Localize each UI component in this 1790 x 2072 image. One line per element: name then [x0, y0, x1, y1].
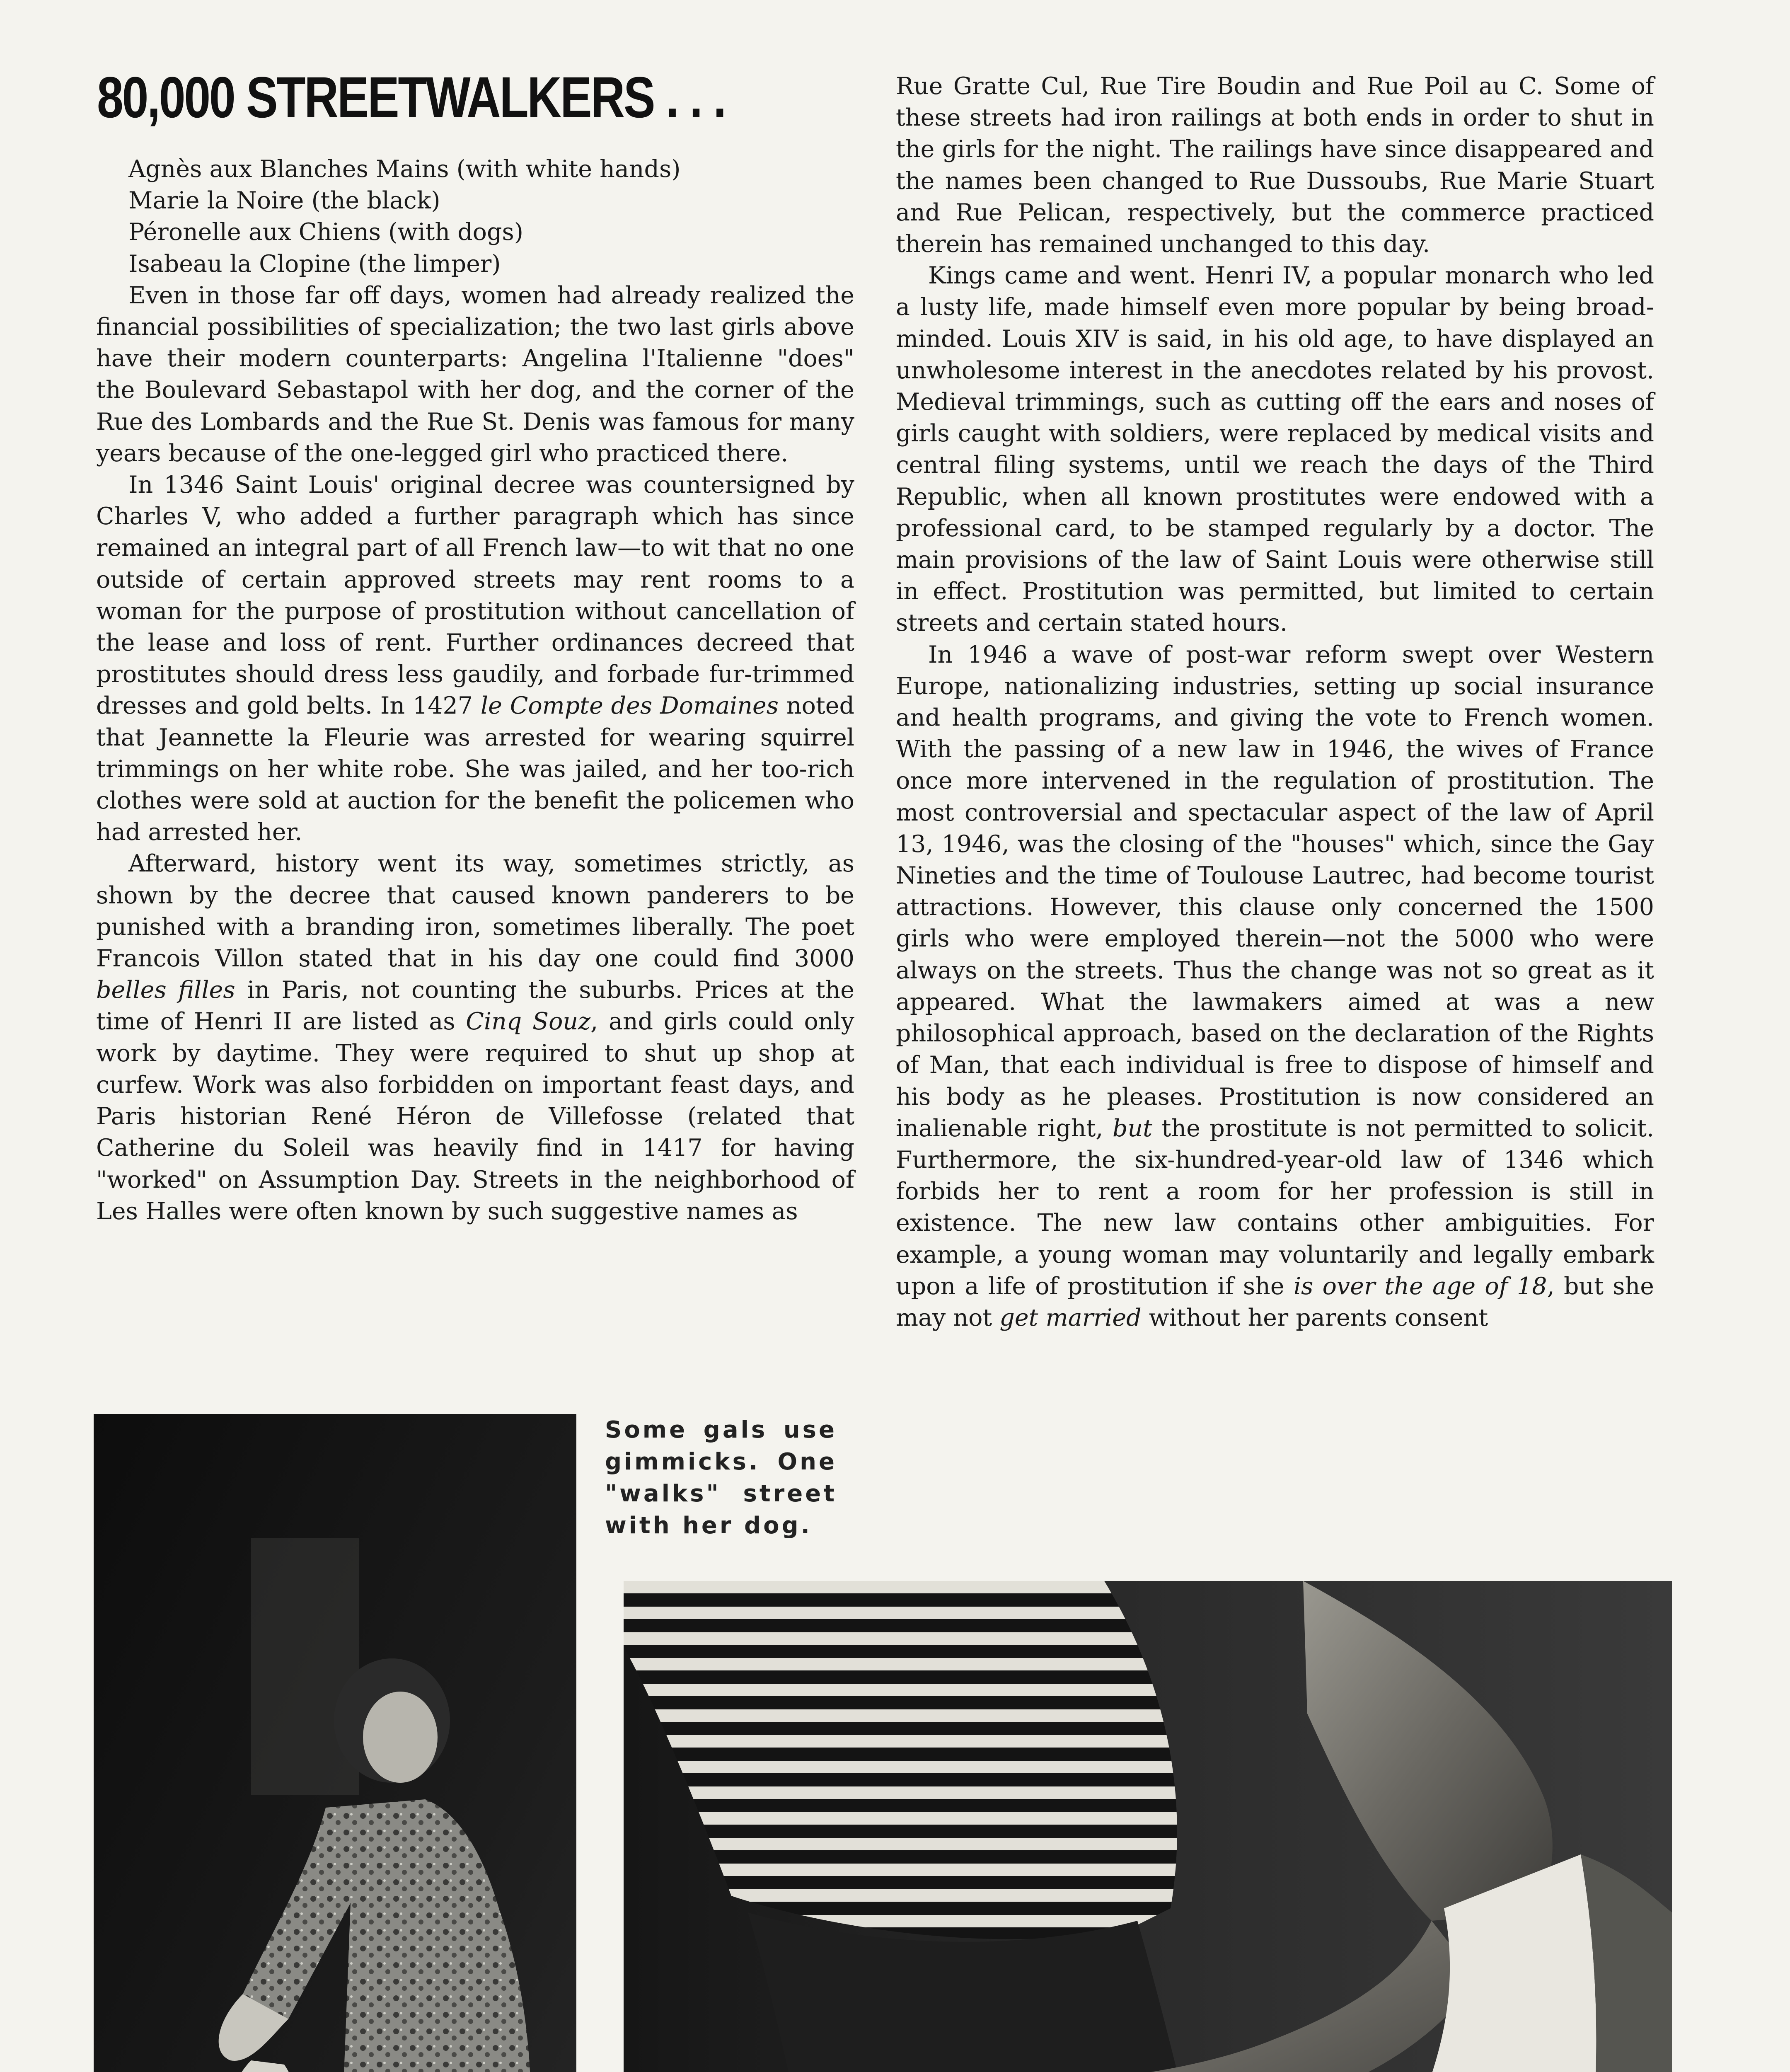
side-photo-caption: Some gals use gimmicks. One "walks" street with her dog. — [605, 1416, 837, 1539]
paragraph: Afterward, history went its way, sometimes strictly, as shown by the decree that caused known panderers to be punished with a branding iron, sometimes liberally. The poet Francois Villon stated that in his day one could find 3000 belles filles in Paris, not counting the suburbs. Prices at the time of Henri II are listed as Cinq Souz, and girls could only work by daytime. They were required to shut up shop at curfew. Work was also forbidden on important feast days, and Paris historian René Héron de Villefosse (related that Catherine du Soleil was heavily find in 1417 for having "worked" on Assumption Day. Streets in the neighborhood of Les Halles were often known by such suggestive names as — [96, 850, 854, 1225]
italic-term: Cinq Souz — [466, 1008, 591, 1036]
photo-woman-with-dog-image — [94, 1414, 576, 2072]
article-headline: 80,000 STREETWALKERS . . . — [97, 65, 725, 130]
paragraph: Rue Gratte Cul, Rue Tire Boudin and Rue Poil au C. Some of these streets had iron railings at both ends in order to shut in the girls for the night. The railings have since disappeared and the names been changed to Rue Dussoubs, Rue Marie Stuart and Rue Pelican, respectively, but the commerce practiced therein has remained unchanged to this day. — [896, 73, 1654, 258]
italic-term: but — [1112, 1114, 1153, 1142]
names-list-item: Péronelle aux Chiens (with dogs) — [128, 218, 523, 246]
italic-term: get married — [999, 1304, 1142, 1331]
article-column-right — [896, 70, 1654, 1334]
names-list-item: Marie la Noire (the black) — [128, 187, 440, 215]
paragraph: Even in those far off days, women had already realized the financial possibilities of specialization; the two last girls above have their modern counterparts: Angelina l'Italienne "does" the Boulevard Sebastapol with her dog, and the corner of the Rue des Lombards and the Rue St. Denis was famous for many years because of the one-legged girl who practiced there. — [96, 281, 854, 467]
italic-term: belles filles — [96, 976, 235, 1004]
paragraph: Kings came and went. Henri IV, a popular monarch who led a lusty life, made himself even more popular by being broad-minded. Louis XIV is said, in his old age, to have displayed an unwholesome interest in the anecdotes related by his provost. Medieval trimmings, such as cutting off the ears and noses of girls caught with soldiers, were replaced by medical visits and central filing systems, until we reach the days of the Third Republic, when all known prostitutes were endowed with a professional card, to be stamped regularly by a doctor. The main provisions of the law of Saint Louis were otherwise still in effect. Prostitution was permitted, but limited to certain streets and certain stated hours. — [896, 262, 1654, 637]
names-list-item: Isabeau la Clopine (the limper) — [128, 250, 501, 278]
italic-term: is over the age of 18 — [1293, 1272, 1547, 1300]
article-column-left — [96, 153, 854, 1227]
italic-term: le Compte des Domaines — [480, 692, 779, 720]
paragraph: In 1946 a wave of post-war reform swept over Western Europe, nationalizing industries, setting up social insurance and health programs, and giving the vote to French women. With the passing of a new law in 1946, the wives of France once more intervened in the regulation of prostitution. The most controversial and spectacular aspect of the law of April 13, 1946, was the closing of the "houses" which, since the Gay Nineties and the time of Toulouse Lautrec, had become tourist attractions. However, this clause only concerned the 1500 girls who were employed therein—not the 5000 who were always on the streets. Thus the change was not so great as it appeared. What the lawmakers aimed at was a new philosophical approach, based on the declaration of the Rights of Man, that each individual is free to dispose of himself and his body as he pleases. Prostitution is now considered an inalienable right, but the prostitute is not permitted to solicit. Furthermore, the six-hundred-year-old law of 1346 which forbids her to rent a room for her profession is still in existence. The new law contains other ambiguities. For example, a young woman may voluntarily and legally embark upon a life of prostitution if she is over the age of 18, but she may not get married without her parents consent — [896, 641, 1655, 1331]
photo-bordel-scene-image — [624, 1581, 1672, 2072]
photo-bordel-scene — [624, 1581, 1672, 2072]
photo-woman-with-dog — [94, 1414, 576, 2072]
names-list-item: Agnès aux Blanches Mains (with white hands) — [128, 155, 681, 183]
paragraph: In 1346 Saint Louis' original decree was countersigned by Charles V, who added a further paragraph which has since remained an integral part of all French law—to wit that no one outside of certain approved streets may rent rooms to a woman for the purpose of prostitution without cancellation of the lease and loss of rent. Further ordinances decreed that prostitutes should dress less gaudily, and forbade fur-trimmed dresses and gold belts. In 1427 le Compte des Domaines noted that Jeannette la Fleurie was arrested for wearing squirrel trimmings on her white robe. She was jailed, and her too-rich clothes were sold at auction for the benefit the policemen who had arrested her. — [96, 471, 855, 846]
